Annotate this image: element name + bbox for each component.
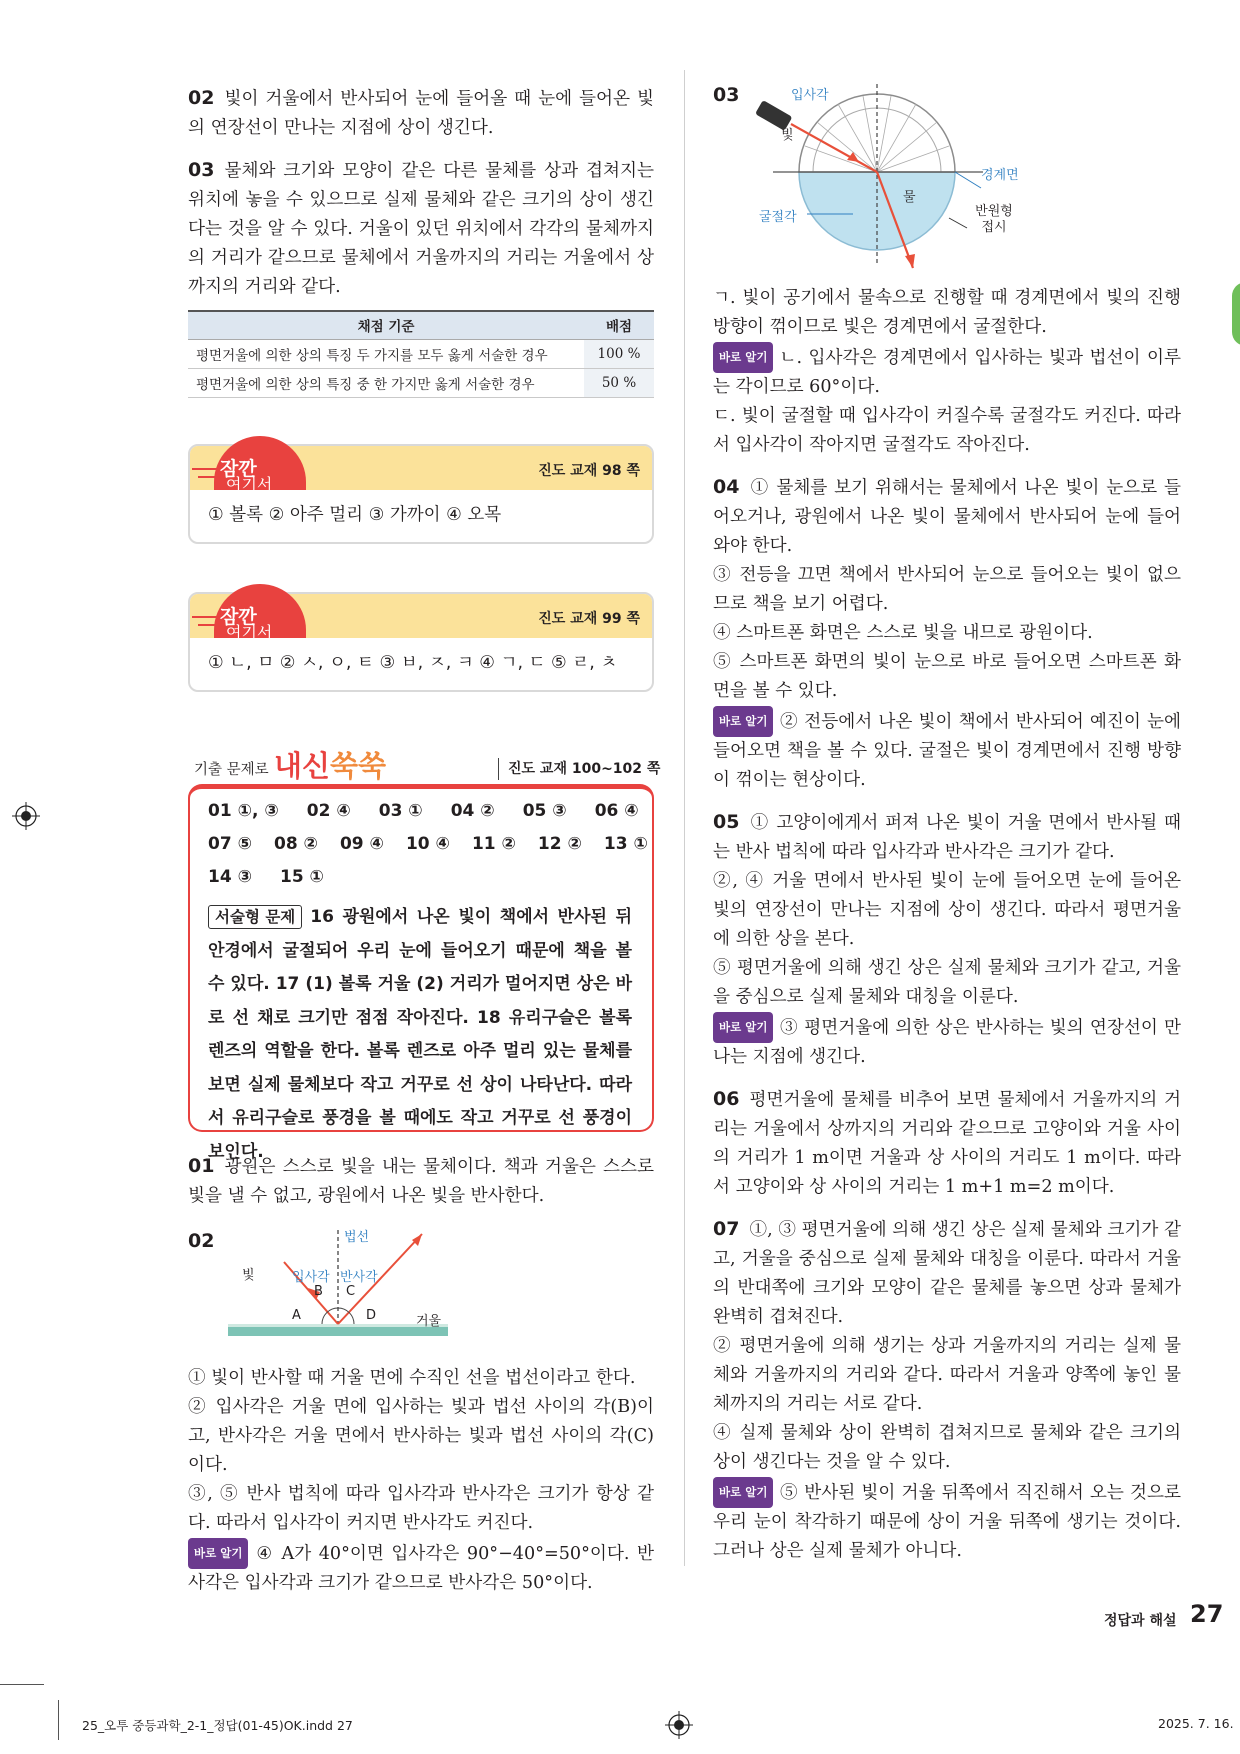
fix-tag: 바로 알기 [188,1538,248,1569]
answer-item: 11 ② [471,834,516,854]
answer-06: 06 평면거울에 물체를 비추어 보면 물체에서 거울까지의 거리는 거울에서 상까지의 거리와 같으므로 고양이와 거울 사이의 거리가 1 m이면 거울과 상 사이의 거리도 1 m이다. 따라서 고양이와 상 사이의 거리는 1 m+1 m=2 m이다. [713,1088,1181,1197]
exam-answer-box [188,784,654,1162]
tip-badge: 여기서 잠깐 [214,584,306,638]
scoring-points: 100 % [584,339,654,368]
explanation-line: ㄱ. 빛이 공기에서 물속으로 진행할 때 경계면에서 빛의 진행 방향이 꺾이므로 빛은 경계면에서 굴절한다. [713,288,1181,337]
scoring-criteria: 평면거울에 의한 상의 특징 중 한 가지만 옳게 서술한 경우 [188,368,584,397]
reflection-label: 반사각 [340,1270,378,1285]
explanation-line: ⑤ 스마트폰 화면의 빛이 눈으로 바로 들어오면 스마트폰 화면을 볼 수 있다. [713,652,1181,701]
semicircle-label: 반원형 접시 [975,204,1013,235]
left-column [188,84,654,398]
tip-box-98 [188,444,654,544]
answer-item: 01 ①, ③ [208,801,279,821]
fix-tag: 바로 알기 [713,342,773,373]
answer-item: 05 ③ [522,801,567,821]
tip-box-ref: 진도 교재 98 쪽 [538,463,640,479]
answer-row [208,867,648,900]
answer-item: 03 ① [378,801,423,821]
answer-item: 02 ④ [306,801,351,821]
answer-item: 12 ② [537,834,582,854]
essay-answers [208,901,632,1169]
boundary-label: 경계면 [981,168,1019,183]
tip-badge: 여기서 잠깐 [214,436,306,490]
refraction-diagram [753,84,1053,284]
point-a: A [292,1308,301,1323]
point-d: D [366,1308,377,1323]
chapter-tab [1232,282,1240,346]
scoring-table [188,310,654,398]
exam-title: 내신쑥쑥 [274,749,387,783]
answer-item: 13 ① [603,834,648,854]
light-label: 빛 [781,128,794,143]
answer-01: 01 광원은 스스로 빛을 내는 물체이다. 책과 거울은 스스로 빛을 낼 수 없고, 광원에서 나온 빛을 반사한다. [188,1155,654,1206]
explanation-line: ② 입사각은 거울 면에 입사하는 빛과 법선 사이의 각(B)이고, 반사각은 거울 면에서 반사하는 빛과 법선 사이의 각(C)이다. [188,1397,654,1475]
answer-item: 15 ① [279,867,324,887]
footer-date: 2025. 7. 16. [1158,1716,1234,1731]
exam-ref: 진도 교재 100~102 쪽 [508,761,661,777]
scoring-points: 50 % [584,368,654,397]
footer-section: 정답과 해설 [1104,1613,1177,1629]
tip-box-99 [188,592,654,692]
point-b: B [314,1284,323,1299]
mirror-label: 거울 [416,1314,442,1329]
tip-box-body: ① 볼록 ② 아주 멀리 ③ 가까이 ④ 오목 [208,505,502,525]
explanation-line: ① 빛이 반사할 때 거울 면에 수직인 선을 법선이라고 한다. [188,1368,636,1388]
tip-box-ref: 진도 교재 99 쪽 [538,611,640,627]
answer-item: 04 ② [450,801,495,821]
incidence-label: 입사각 [292,1270,330,1285]
answer-02: 02 빛이 거울에서 반사되어 눈에 들어올 때 눈에 들어온 빛의 연장선이 만나는 지점에 상이 생긴다. [188,87,654,138]
footer-file: 25_오투 중등과학_2-1_정답(01-45)OK.indd 27 [82,1718,353,1733]
objective-answers [208,801,648,900]
light-label: 빛 [242,1268,255,1283]
explanation-line: 04 ① 물체를 보기 위해서는 물체에서 나온 빛이 눈으로 들어오거나, 광원에서 나온 빛이 물체에서 반사되어 눈에 들어와야 한다. [713,476,1181,556]
figure-02 [188,1222,654,1352]
footer-vrule [58,1700,59,1740]
explanation-line: ②, ④ 거울 면에서 반사된 빛이 눈에 들어오면 눈에 들어온 빛의 연장선이 만나는 지점에 상이 생긴다. 따라서 평면거울에 의한 상을 본다. [713,871,1181,949]
figure-03-number: 03 [713,84,740,106]
explanation-02 [188,1364,654,1598]
fix-tag: 바로 알기 [713,1477,773,1508]
explanation-line: 바로 알기 ⑤ 반사된 빛이 거울 뒤쪽에서 직진해서 오는 것으로 우리 눈이 착각하기 때문에 상이 거울 뒤쪽에 생기는 것이다. 그러나 상은 실제 물체가 아니다. [713,1477,1181,1566]
explanation-line: 05 ① 고양이에게서 퍼져 나온 빛이 거울 면에서 반사될 때는 반사 법칙에 따라 입사각과 반사각은 크기가 같다. [713,811,1181,862]
explanation-line: ④ 실제 물체와 상이 완벽히 겹쳐지므로 물체와 같은 크기의 상이 생긴다는 것을 알 수 있다. [713,1423,1181,1472]
explanation-line: ③ 전등을 끄면 책에서 반사되어 눈으로 들어오는 빛이 없으므로 책을 보기 어렵다. [713,565,1181,614]
normal-label: 법선 [344,1230,370,1245]
fix-tag: 바로 알기 [713,1012,773,1043]
explanation-line: ⑤ 평면거울에 의해 생긴 상은 실제 물체와 크기가 같고, 거울을 중심으로 실제 물체와 대칭을 이룬다. [713,958,1181,1007]
table-row [188,368,654,397]
registration-mark-icon [665,1711,693,1739]
refraction-label: 굴절각 [759,210,797,225]
answer-item: 10 ④ [405,834,450,854]
figure-03 [713,84,1181,284]
explanation-line: 바로 알기 ㄴ. 입사각은 경계면에서 입사하는 빛과 법선이 이루는 각이므로 60°이다. [713,342,1181,402]
figure-02-number: 02 [188,1230,215,1252]
answer-07 [713,1215,1181,1566]
explanation-line: ③, ⑤ 반사 법칙에 따라 입사각과 반사각은 크기가 항상 같다. 따라서 입사각이 커지면 반사각도 커진다. [188,1484,654,1533]
footer-rule [0,1684,44,1685]
fix-tag: 바로 알기 [713,706,773,737]
answer-item: 07 ⑤ [208,834,252,854]
explanation-line: 바로 알기 ③ 평면거울에 의한 상은 반사하는 빛의 연장선이 만나는 지점에 생긴다. [713,1012,1181,1072]
explanation-line: ④ 스마트폰 화면은 스스로 빛을 내므로 광원이다. [713,623,1093,643]
answer-row [208,801,648,834]
essay-text: 16 광원에서 나온 빛이 책에서 반사된 뒤 안경에서 굴절되어 우리 눈에 들어오기 때문에 책을 볼 수 있다. 17 (1) 볼록 거울 (2) 거리가 멀어지면 상은 바로 선 채로 크기만 점점 작아진다. 18 유리구슬은 볼록 렌즈의 역할을 한다. 볼록 렌즈로 아주 멀리 있는 물체를 보면 실제 물체보다 작고 거꾸로 선 상이 나타난다. 따라서 유리구슬로 풍경을 볼 때에도 작고 거꾸로 선 풍경이 보인다. [208,907,632,1162]
answer-04 [713,473,1181,795]
table-row [188,339,654,368]
right-column [713,284,1181,1566]
answer-item: 08 ② [273,834,318,854]
answer-row [208,834,648,867]
scoring-criteria: 평면거울에 의한 상의 특징 두 가지를 모두 옳게 서술한 경우 [188,339,584,368]
water-label: 물 [903,190,916,205]
tip-box-body: ① ㄴ, ㅁ ② ㅅ, ㅇ, ㅌ ③ ㅂ, ㅈ, ㅋ ④ ㄱ, ㄷ ⑤ ㄹ, ㅊ [208,653,618,673]
scoring-header-criteria: 채점 기준 [188,311,584,339]
answer-05 [713,808,1181,1072]
answer-03: 03 물체와 크기와 모양이 같은 다른 물체를 상과 겹쳐지는 위치에 놓을 수 있으므로 실제 물체와 같은 크기의 상이 생긴다는 것을 알 수 있다. 거울이 있던 위치에서 각각의 물체까지의 거리가 같으므로 물체에서 거울까지의 거리는 거울에서 상까지의 거리와 같다. [188,159,654,297]
explanation-line: ㄷ. 빛이 굴절할 때 입사각이 커질수록 굴절각도 커진다. 따라서 입사각이 작아지면 굴절각도 작아진다. [713,406,1181,455]
answer-item: 14 ③ [208,867,252,887]
incidence-label: 입사각 [791,88,829,103]
registration-mark-icon [12,802,40,830]
page-number: 27 [1190,1600,1224,1628]
explanation-line: 바로 알기 ② 전등에서 나온 빛이 책에서 반사되어 예진이 눈에 들어오면 책을 볼 수 있다. 굴절은 빛이 경계면에서 진행 방향이 꺾이는 현상이다. [713,706,1181,795]
explanation-fix: 바로 알기 ④ A가 40°이면 입사각은 90°−40°=50°이다. 반사각은 입사각과 크기가 같으므로 반사각은 50°이다. [188,1538,654,1598]
scoring-header-points: 배점 [584,311,654,339]
explanation-line: ② 평면거울에 의해 생기는 상과 거울까지의 거리는 실제 물체와 거울까지의 거리와 같다. 따라서 거울과 양쪽에 놓인 물체까지의 거리는 서로 같다. [713,1336,1181,1414]
exam-prefix: 기출 문제로 [194,762,269,778]
explanation-line: 07 ①, ③ 평면거울에 의해 생긴 상은 실제 물체와 크기가 같고, 거울을 중심으로 실제 물체와 대칭을 이룬다. 따라서 거울의 반대쪽에 크기와 모양이 같은 물체를 놓으면 상과 물체가 완벽히 겹쳐진다. [713,1218,1181,1327]
answer-item: 06 ④ [594,801,639,821]
exam-heading [188,744,661,784]
point-c: C [346,1284,356,1299]
column-divider [684,70,685,1566]
answer-item: 09 ④ [339,834,384,854]
essay-chip: 서술형 문제 [208,905,302,929]
explanation-03 [713,284,1181,460]
exam-heading-rule [498,758,499,780]
